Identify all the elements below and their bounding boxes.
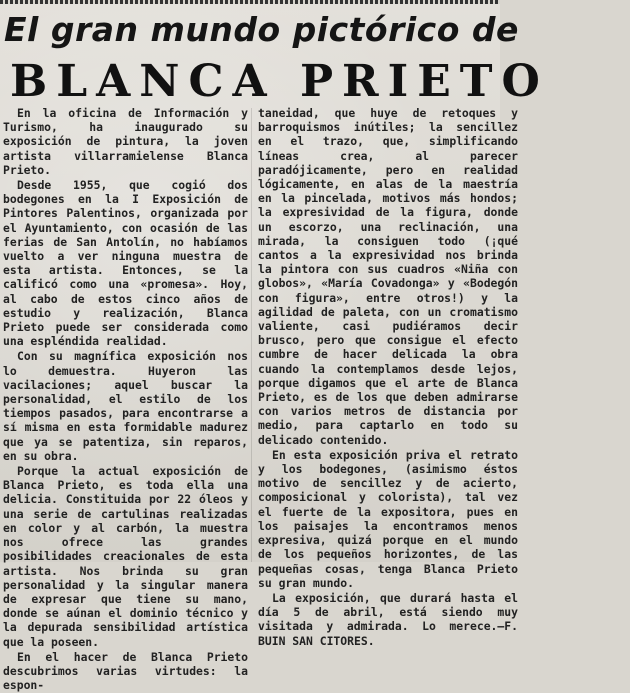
artist-name-title: BLANCA PRIETO	[10, 56, 549, 107]
column-divider	[251, 108, 252, 562]
top-rule	[0, 0, 500, 4]
column-left	[3, 106, 248, 693]
paragraph: En el hacer de Blanca Prieto descubrimos varias virtudes: la espon-	[3, 649, 248, 693]
paragraph: taneidad, que huye de retoques y barroquismos inútiles; la sencillez en el trazo, que, simplificando líneas crea, al parecer paradójicamente, pero en realidad lógicamente, en alas de la maestría en la pincelada, motivos más hondos; la expresividad de la figura, donde un escorzo, una reclinación, una mirada, la consiguen todo (¡qué cantos a la expresividad nos brinda la pintora con sus cuadros «Niña con globos», «María Covadonga» y «Bodegón con figura», entre otros!) y la agilidad de paleta, con un cromatismo valiente, casi pudiéramos decir brusco, pero que consigue el efecto cumbre de hacer delicada la obra cuando la contemplamos desde lejos, porque digamos que el arte de Blanca Prieto, es de los que deben admirarse con varios metros de distancia por medio, para captarlo en todo su delicado contenido.	[258, 106, 518, 447]
paragraph: Con su magnífica exposición nos lo demuestra. Huyeron las vacilaciones; aquel buscar la personalidad, el estilo de los tiempos pasados, para encontrarse a sí misma en esta formidable madurez que ya se patentiza, sin reparos, en su obra.	[3, 349, 248, 463]
headline: El gran mundo pictórico de	[4, 10, 519, 49]
paragraph: La exposición, que durará hasta el día 5 de abril, está siendo muy visitada y admirada. Lo merece.—F. BUIN SAN CITORES.	[258, 590, 518, 648]
column-right	[258, 106, 518, 649]
paragraph: En la oficina de Información y Turismo, ha inaugurado su exposición de pintura, la joven artista villarramielense Blanca Prieto.	[3, 106, 248, 177]
paragraph: En esta exposición priva el retrato y los bodegones, (asimismo éstos motivo de sencillez y de acierto, composicional y colorista), tal vez el fuerte de la expositora, pues en los paisajes la encontramos menos expresiva, quizá porque en el mundo de los pequeños horizontes, de las pequeñas cosas, tenga Blanca Prieto su gran mundo.	[258, 447, 518, 590]
paragraph: Porque la actual exposición de Blanca Prieto, es toda ella una delicia. Constituida por 22 óleos y una serie de cartulinas realizadas en color y al carbón, la muestra nos ofrece las grandes posibilidades creacionales de esta artista. Nos brinda su gran personalidad y la singular manera de expresar que tiene su mano, donde se aúnan el dominio técnico y la depurada sensibilidad artística que la poseen.	[3, 464, 248, 649]
paragraph: Desde 1955, que cogió dos bodegones en la I Exposición de Pintores Palentinos, organizada por el Ayuntamiento, con ocasión de las ferias de San Antolín, no habíamos vuelto a ver ninguna muestra de esta artista. Entonces, se la calificó como una «promesa». Hoy, al cabo de estos cinco años de estudio y realización, Blanca Prieto puede ser considerada como una espléndida realidad.	[3, 178, 248, 349]
